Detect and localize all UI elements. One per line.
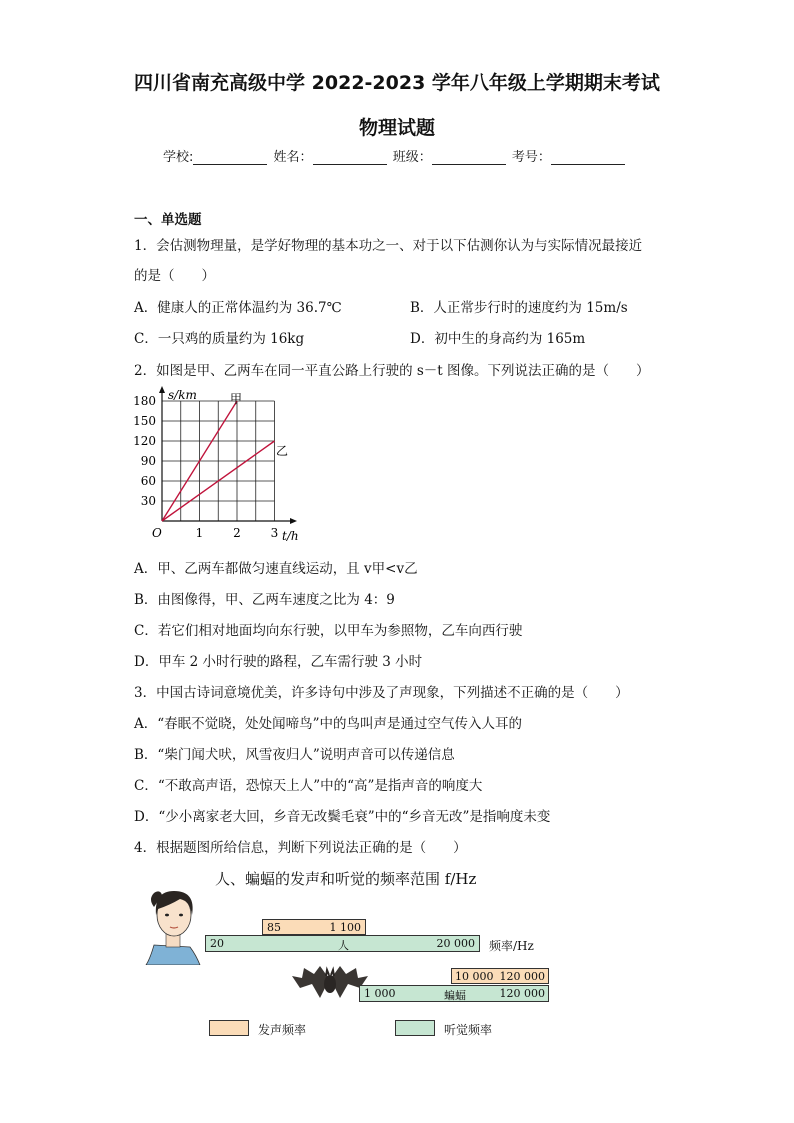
bat-emit-max: 120 000 [499, 970, 545, 983]
name-field[interactable] [313, 150, 387, 165]
freq-figure-title: 人、蝙蝠的发声和听觉的频率范围 f/Hz [215, 870, 477, 888]
bat-hear-max: 120 000 [499, 987, 545, 1000]
bat-illustration [290, 964, 370, 1002]
y-tick-label: 180 [133, 393, 156, 408]
human-hear-bar [205, 935, 480, 952]
x-tick-label: 3 [270, 526, 279, 540]
human-hear-min: 20 [210, 937, 224, 950]
human-emit-max: 1 100 [329, 921, 361, 934]
q1-stem-line2: 的是（ ） [134, 268, 215, 284]
school-field[interactable] [193, 150, 267, 165]
y-tick-label: 150 [133, 413, 156, 428]
human-emit-min: 85 [267, 921, 281, 934]
bat-emit-min: 10 000 [455, 970, 494, 983]
legend-emit-swatch [209, 1020, 249, 1036]
class-label: 班级： [392, 150, 432, 165]
freq-unit-label: 频率/Hz [489, 939, 534, 953]
q3-option-a[interactable]: A．“春眠不觉晓，处处闻啼鸟”中的鸟叫声是通过空气传入人耳的 [134, 716, 523, 732]
section-heading: 一、单选题 [134, 212, 202, 228]
q2-option-d[interactable]: D．甲车 2 小时行驶的路程，乙车需行驶 3 小时 [134, 654, 423, 670]
y-tick-label: 30 [140, 493, 156, 508]
human-hear-label: 人 [338, 939, 349, 952]
y-axis-arrow [159, 386, 165, 393]
y-axis-label: s/km [168, 388, 197, 402]
q1-stem-line1: 1．会估测物理量，是学好物理的基本功之一、对于以下估测你认为与实际情况最接近 [134, 238, 643, 254]
q3-option-d[interactable]: D．“少小离家老大回，乡音无改鬓毛衰”中的“乡音无改”是指响度未变 [134, 809, 551, 825]
school-label: 学校: [163, 150, 194, 165]
legend-hear-swatch [395, 1020, 435, 1036]
q1-option-c[interactable]: C．一只鸡的质量约为 16kg [134, 331, 305, 347]
graph-ticks [133, 394, 278, 540]
bat-hear-min: 1 000 [364, 987, 396, 1000]
q2-option-b[interactable]: B．由图像得，甲、乙两车速度之比为 4：9 [134, 592, 395, 608]
woman-illustration [140, 885, 206, 965]
class-field[interactable] [432, 150, 506, 165]
info-fields [163, 146, 627, 165]
graph-grid [162, 401, 275, 521]
y-tick-label: 60 [140, 473, 156, 488]
x-axis-label: t/h [282, 529, 299, 543]
y-tick-label: 90 [140, 453, 156, 468]
legend-emit-label: 发声频率 [258, 1023, 307, 1037]
x-tick-label: 2 [233, 526, 241, 540]
y-tick-label: 120 [133, 433, 156, 448]
bat-hear-bar [359, 985, 549, 1002]
page-title: 四川省南充高级中学 2022-2023 学年八年级上学期期末考试 [134, 72, 660, 94]
q3-stem: 3．中国古诗词意境优美，许多诗句中涉及了声现象，下列描述不正确的是（ ） [134, 685, 629, 701]
page-subtitle: 物理试题 [358, 117, 435, 139]
q3-option-c[interactable]: C．“不敢高声语，恐惊天上人”中的“高”是指声音的响度大 [134, 778, 483, 794]
line-jia-label: 甲 [230, 392, 243, 406]
id-label: 考号： [511, 150, 551, 165]
human-emit-bar [262, 919, 366, 935]
q1-option-a[interactable]: A．健康人的正常体温约为 36.7℃ [134, 300, 342, 316]
origin-label: O [152, 526, 162, 540]
q1-option-d[interactable]: D．初中生的身高约为 165m [410, 331, 586, 347]
human-hear-max: 20 000 [436, 937, 475, 950]
x-axis-arrow [290, 518, 297, 524]
x-tick-label: 1 [195, 526, 204, 540]
name-label: 姓名： [273, 150, 313, 165]
line-yi-label: 乙 [276, 444, 289, 458]
q2-stem: 2．如图是甲、乙两车在同一平直公路上行驶的 s－t 图像。下列说法正确的是（ ） [134, 363, 650, 379]
legend-hear-label: 听觉频率 [444, 1023, 493, 1037]
q4-stem: 4．根据题图所给信息，判断下列说法正确的是（ ） [134, 840, 467, 856]
bat-hear-label: 蝙蝠 [444, 989, 466, 1002]
st-graph [130, 385, 310, 545]
id-field[interactable] [551, 150, 625, 165]
q2-option-c[interactable]: C．若它们相对地面均向东行驶，以甲车为参照物，乙车向西行驶 [134, 623, 523, 639]
bat-emit-bar [451, 968, 549, 984]
q3-option-b[interactable]: B．“柴门闻犬吠，风雪夜归人”说明声音可以传递信息 [134, 747, 455, 763]
q2-option-a[interactable]: A．甲、乙两车都做匀速直线运动，且 v甲<v乙 [134, 561, 418, 577]
q1-option-b[interactable]: B．人正常步行时的速度约为 15m/s [410, 300, 628, 316]
